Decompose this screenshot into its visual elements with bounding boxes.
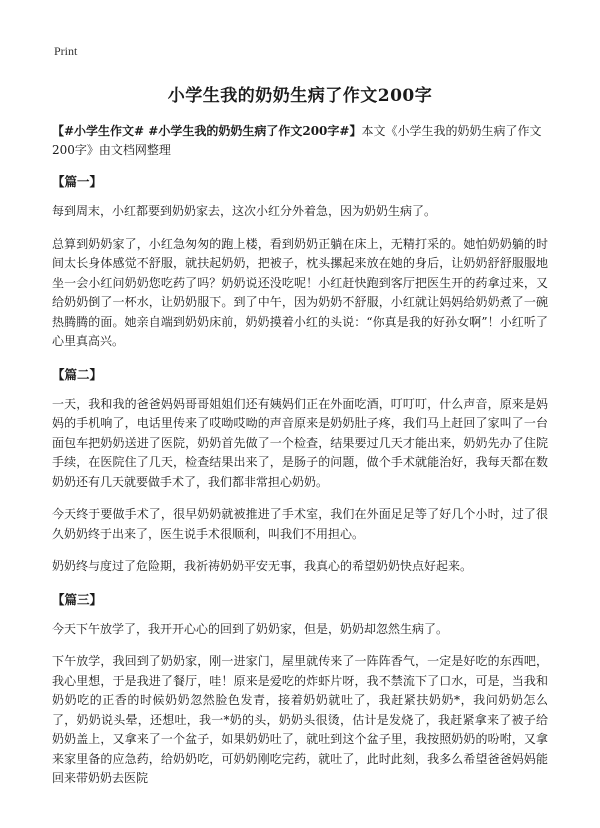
paragraph: 总算到奶奶家了，小红急匆匆的跑上楼，看到奶奶正躺在床上，无精打采的。她怕奶奶躺的时间太长身体感觉不舒服，就扶起奶奶，把被子，枕头摞起来放在她的身后，让奶奶舒舒服服地坐一会小红问奶奶您吃药了吗？奶奶说还没吃呢！小红赶快跑到客厅把医生开的药拿过来，又给奶奶倒了一杯水，让奶奶服下。到了中午，因为奶奶不舒服，小红就让妈妈给奶奶煮了一碗热腾腾的面。她亲自端到奶奶床前，奶奶摸着小红的头说：“你真是我的好孙女啊”！小红听了心里真高兴。	[52, 236, 548, 348]
paragraph: 每到周末，小红都要到奶奶家去，这次小红分外着急，因为奶奶生病了。	[52, 204, 437, 218]
paragraph: 今天下午放学了，我开开心心的回到了奶奶家，但是，奶奶却忽然生病了。	[52, 621, 449, 636]
paragraph: 今天终于要做手术了，很早奶奶就被推进了手术室，我们在外面足足等了好几个小时，过了很久奶奶终于出来了，医生说手术很顺利，叫我们不用担心。	[52, 507, 548, 541]
section-heading-1: 【篇一】	[52, 174, 103, 189]
paragraph: 一天，我和我的爸爸妈妈哥哥姐姐们还有姨妈们正在外面吃酒，叮叮叮，什么声音，原来是妈妈的手机响了，电话里传来了哎呦哎呦的声音原来是奶奶肚子疼，我们马上赶回了家叫了一台面包车把奶奶送进了医院，奶奶首先做了一个检查，结果要过几天才能出来，奶奶先办了住院手续，在医院住了几天，检查结果出来了，是肠子的问题，做个手术就能治好，我每天都在数奶奶还有几天就要做手术了，我们都非常担心奶奶。	[52, 396, 548, 489]
intro-text: 本文《小学生我的奶奶生病了作文200字》由文档网整理	[52, 124, 542, 157]
intro-tag: 【#小学生作文# #小学生我的奶奶生病了作文200字#】	[52, 124, 362, 138]
section-heading-2: 【篇二】	[52, 366, 103, 382]
paragraph: 奶奶终与度过了危险期，我祈祷奶奶平安无事，我真心的希望奶奶快点好起来。	[52, 559, 473, 573]
paragraph: 下午放学，我回到了奶奶家，刚一进家门，屋里就传来了一阵阵香气，一定是好吃的东西吧，我心里想，于是我进了餐厅，哇！原来是爱吃的炸虾片呀，我不禁流下了口水，可是，当我和奶奶吃的正香的时候奶奶忽然脸色发青，接着奶奶就吐了，我赶紧扶奶奶*，我问奶奶怎么了，奶奶说头晕，还想吐，我一*奶的头，奶奶头很烫，估计是发烧了，我赶紧拿来了被子给奶奶盖上，又拿来了一个盆子，如果奶奶吐了，就吐到这个盆子里，我按照奶奶的吩咐，又拿来家里备的应急药，给奶奶吃，可奶奶刚吃完药，就吐了，此时此刻，我多么希望爸爸妈妈能回来带奶奶去医院	[52, 654, 548, 785]
print-link[interactable]: Print	[54, 44, 78, 58]
article-intro	[52, 122, 548, 160]
page-title: 小学生我的奶奶生病了作文200字	[167, 86, 433, 106]
section-heading-3: 【篇三】	[52, 591, 103, 607]
